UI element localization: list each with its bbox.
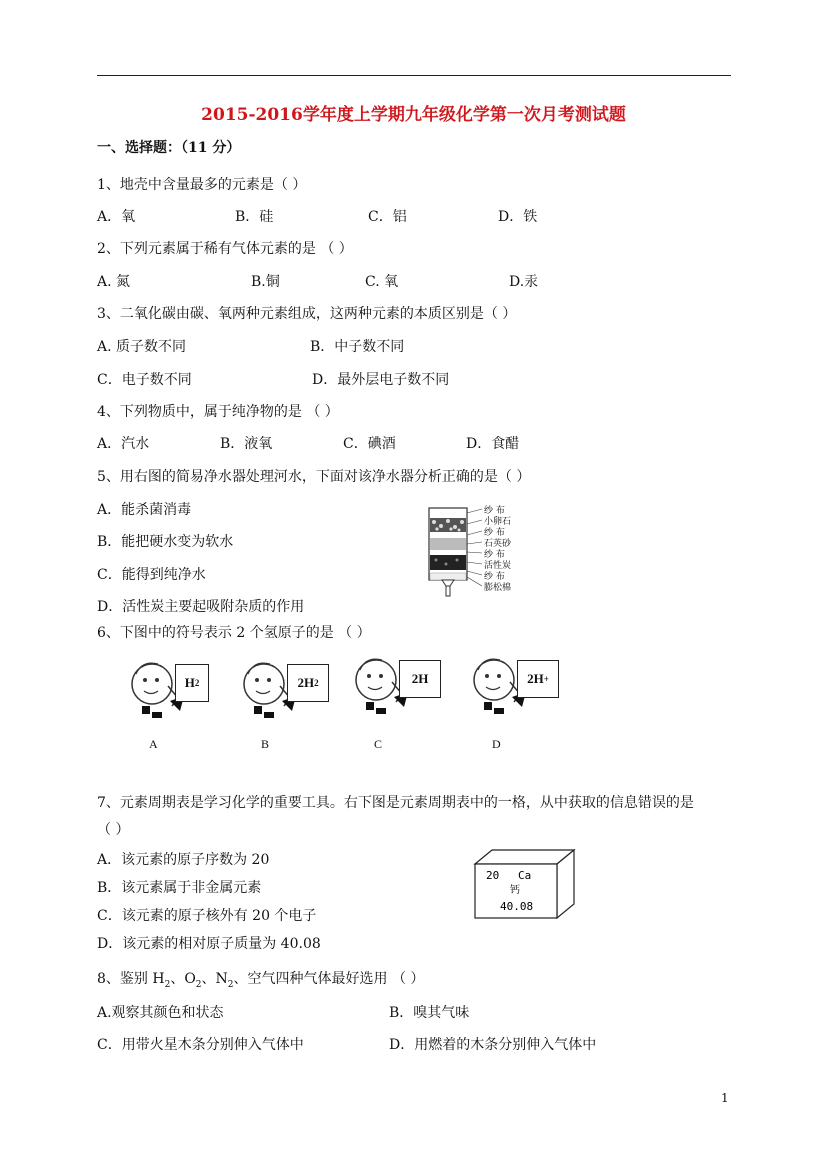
q1-option-c: C．铝 [368, 209, 407, 225]
atom-figure-b [240, 656, 340, 746]
q2-option-d: D.汞 [509, 274, 539, 290]
q3-option-b: B．中子数不同 [310, 339, 405, 355]
gas-o-subscript: 2 [195, 979, 202, 990]
water-filter-diagram [420, 500, 530, 605]
atom-label-b: B [261, 737, 270, 751]
q7-option-b: B．该元素属于非金属元素 [97, 880, 262, 896]
q4-option-d: D．食醋 [466, 436, 520, 452]
gas-h-symbol: H [152, 971, 165, 987]
gas-n-subscript: 2 [227, 979, 234, 990]
q8-stem-start: 8、鉴别 [97, 971, 153, 987]
gas-n2 [215, 971, 234, 990]
filter-label-1: 纱 布 [484, 506, 505, 516]
question-6: 6、下图中的符号表示 2 个氢原子的是 （ ） [97, 625, 371, 641]
q3-option-a: A. 质子数不同 [97, 339, 187, 355]
q2-option-a: A. 氮 [97, 274, 131, 290]
gas-o2 [184, 971, 202, 990]
gas-h-subscript: 2 [164, 979, 171, 990]
filter-label-5: 纱 布 [484, 550, 505, 560]
filter-label-4: 石英砂 [484, 539, 512, 549]
question-7: 7、元素周期表是学习化学的重要工具。右下图是元素周期表中的一格，从中获取的信息错误的是 [97, 795, 694, 811]
element-symbol: Ca [518, 869, 532, 882]
q8-option-b: B．嗅其气味 [389, 1005, 470, 1021]
question-4: 4、下列物质中，属于纯净物的是 （ ） [97, 404, 339, 420]
atom-card-c [399, 660, 441, 698]
q4-option-b: B．液氧 [220, 436, 273, 452]
card-b-subscript: 2 [314, 678, 319, 688]
header-rule [97, 75, 731, 76]
card-d-superscript: + [543, 674, 549, 684]
question-1: 1、地壳中含量最多的元素是（ ） [97, 177, 307, 193]
page-title: 2015-2016学年度上学期九年级化学第一次月考测试题 [201, 105, 626, 125]
gas-separator-2: 、 [201, 971, 216, 987]
periodic-element-cell [470, 848, 580, 920]
question-2: 2、下列元素属于稀有气体元素的是 （ ） [97, 241, 353, 257]
q1-option-b: B．硅 [235, 209, 274, 225]
q5-option-a: A．能杀菌消毒 [97, 502, 192, 518]
q3-option-c: C．电子数不同 [97, 372, 192, 388]
card-c-symbol: 2H [411, 671, 429, 686]
q8-option-c: C．用带火星木条分别伸入气体中 [97, 1037, 304, 1053]
gas-n-symbol: N [215, 971, 228, 987]
question-3: 3、二氧化碳由碳、氧两种元素组成，这两种元素的本质区别是（ ） [97, 306, 517, 322]
page-number: 1 [721, 1091, 729, 1105]
q8-option-a: A.观察其颜色和状态 [97, 1005, 224, 1021]
card-b-symbol: 2H [297, 675, 315, 690]
gas-separator-1: 、 [170, 971, 185, 987]
filter-label-3: 纱 布 [484, 528, 505, 538]
q2-option-c: C. 氧 [365, 274, 399, 290]
q2-option-b: B.铜 [251, 274, 280, 290]
atom-card-b [287, 664, 329, 702]
q4-option-c: C．碘酒 [343, 436, 396, 452]
question-7-bracket: （ ） [97, 822, 130, 838]
atom-label-c: C [374, 737, 383, 751]
question-5: 5、用右图的简易净水器处理河水，下面对该净水器分析正确的是（ ） [97, 469, 531, 485]
gas-o-symbol: O [184, 971, 196, 987]
q5-option-b: B．能把硬水变为软水 [97, 534, 234, 550]
q7-option-d: D．该元素的相对原子质量为 40.08 [97, 936, 321, 952]
q4-option-a: A．汽水 [97, 436, 150, 452]
atom-card-a [175, 664, 209, 702]
q8-option-d: D．用燃着的木条分别伸入气体中 [389, 1037, 597, 1053]
question-8 [97, 968, 424, 990]
atom-figure-c [352, 652, 452, 742]
element-name: 钙 [510, 885, 520, 896]
card-a-symbol: H [184, 675, 195, 690]
q1-option-d: D．铁 [498, 209, 538, 225]
q7-option-c: C．该元素的原子核外有 20 个电子 [97, 908, 317, 924]
gas-h2 [152, 971, 171, 990]
card-a-subscript: 2 [194, 678, 200, 688]
q1-option-a: A．氧 [97, 209, 136, 225]
element-number: 20 [486, 869, 500, 882]
section-heading: 一、选择题：（11 分） [97, 140, 241, 156]
filter-label-2: 小卵石 [484, 517, 512, 527]
card-d-symbol: 2H [527, 671, 544, 686]
atom-figure-a [128, 656, 228, 746]
element-mass: 40.08 [500, 900, 534, 913]
filter-label-8: 膨松棉 [484, 583, 512, 593]
atom-label-d: D [492, 737, 501, 751]
q5-option-d: D．活性炭主要起吸附杂质的作用 [97, 599, 305, 615]
filter-label-7: 纱 布 [484, 572, 505, 582]
atom-figure-d [470, 652, 570, 742]
atom-card-d [517, 660, 559, 698]
filter-label-6: 活性炭 [484, 561, 512, 571]
atom-label-a: A [149, 737, 158, 751]
q7-option-a: A．该元素的原子序数为 20 [97, 852, 270, 868]
q5-option-c: C．能得到纯净水 [97, 567, 206, 583]
q3-option-d: D．最外层电子数不同 [312, 372, 450, 388]
q8-stem-end: 、空气四种气体最好选用 （ ） [233, 971, 425, 987]
